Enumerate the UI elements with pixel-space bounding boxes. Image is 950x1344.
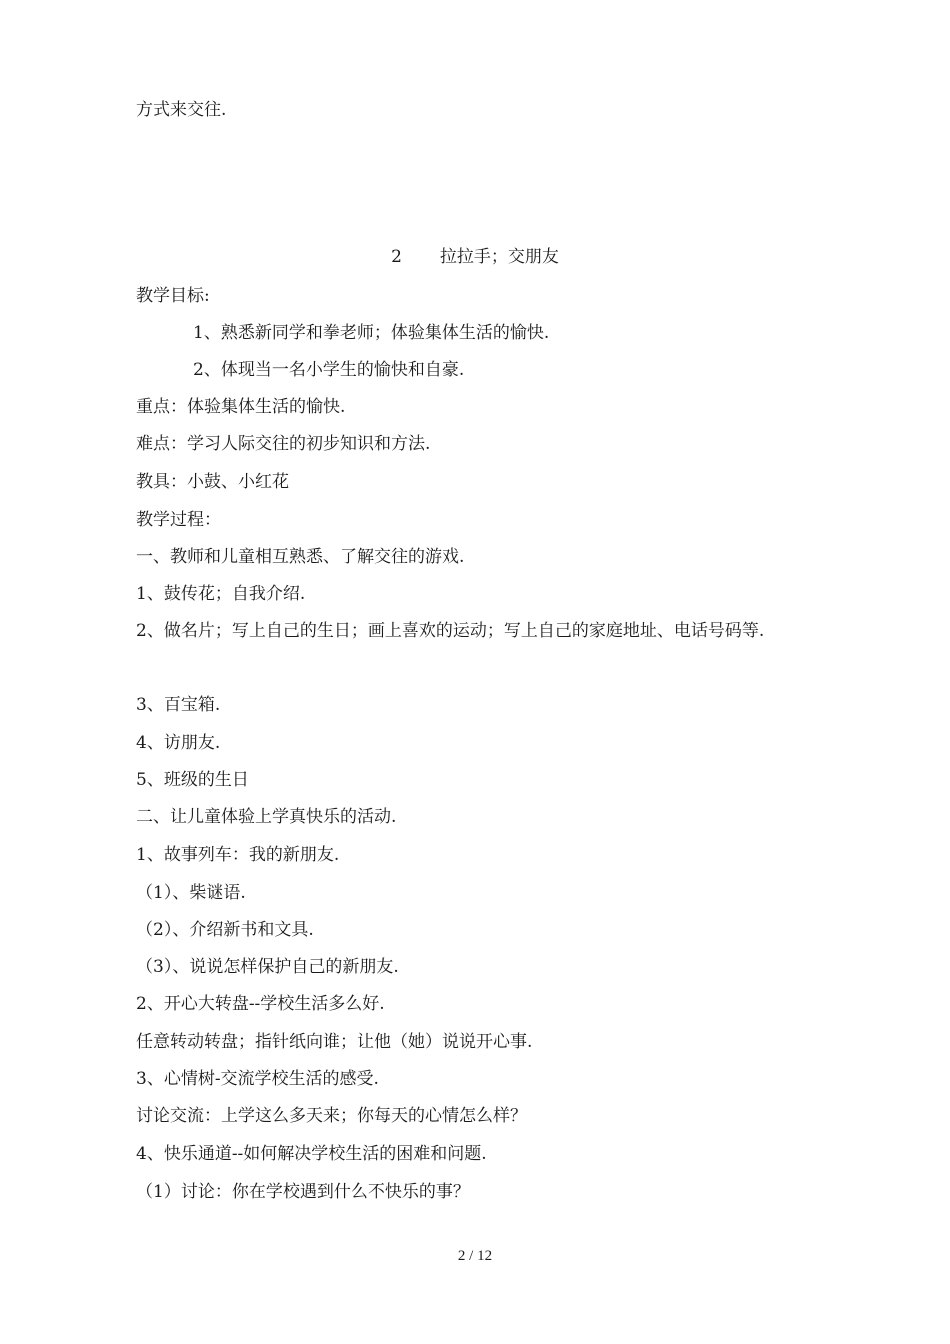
- part-2-heading: 二、让儿童体验上学真快乐的活动.: [136, 807, 397, 827]
- carryover-text: 方式来交往.: [136, 100, 227, 120]
- part-1-item-1: 1、鼓传花；自我介绍.: [136, 584, 306, 604]
- part-1-item-4: 4、访朋友.: [136, 733, 221, 753]
- page-number: 2 / 12: [457, 1248, 493, 1264]
- part-2-item-1b: （2）、介绍新书和文具.: [136, 920, 314, 940]
- difficulty-text: 难点：学习人际交往的初步知识和方法.: [136, 434, 431, 454]
- goals-label: 教学目标:: [136, 286, 210, 306]
- process-label: 教学过程：: [136, 510, 221, 530]
- part-2-item-2-note: 任意转动转盘；指针纸向谁；让他（她）说说开心事.: [136, 1032, 533, 1052]
- part-2-item-2: 2、开心大转盘--学校生活多么好.: [136, 994, 385, 1014]
- part-1-item-3: 3、百宝箱.: [136, 695, 221, 715]
- tools-text: 教具：小鼓、小红花: [136, 472, 289, 492]
- lesson-number: 2: [391, 247, 402, 267]
- part-2-item-4a: （1）讨论：你在学校遇到什么不快乐的事？: [136, 1182, 470, 1202]
- part-2-item-4: 4、快乐通道--如何解决学校生活的困难和问题.: [136, 1144, 487, 1164]
- goal-2: 2、体现当一名小学生的愉快和自豪.: [193, 360, 465, 380]
- part-2-item-3: 3、心情树-交流学校生活的感受.: [136, 1069, 379, 1089]
- part-2-item-3-note: 讨论交流：上学这么多天来；你每天的心情怎么样？: [136, 1106, 527, 1126]
- part-1-item-5: 5、班级的生日: [136, 770, 249, 790]
- goal-1: 1、熟悉新同学和拳老师；体验集体生活的愉快.: [193, 323, 550, 343]
- part-2-item-1: 1、故事列车：我的新朋友.: [136, 845, 340, 865]
- focus-text: 重点：体验集体生活的愉快.: [136, 397, 346, 417]
- lesson-heading: [0, 246, 950, 268]
- lesson-title: 拉拉手；交朋友: [439, 247, 559, 267]
- part-2-item-1a: （1）、柴谜语.: [136, 883, 246, 903]
- part-1-item-2: 2、做名片；写上自己的生日；画上喜欢的运动；写上自己的家庭地址、电话号码等.: [136, 621, 765, 641]
- part-2-item-1c: （3）、说说怎样保护自己的新朋友.: [136, 957, 399, 977]
- part-1-heading: 一、教师和儿童相互熟悉、了解交往的游戏.: [136, 547, 465, 567]
